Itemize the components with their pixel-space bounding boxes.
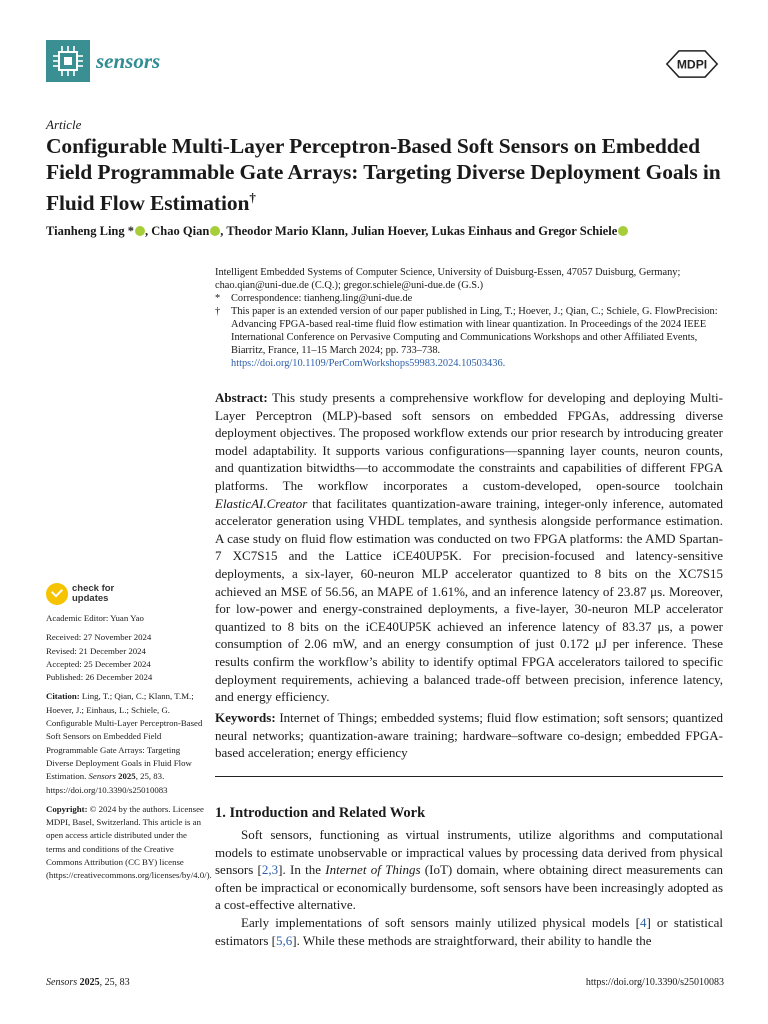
text-run: (IoT) domain, where obtaining direct measurements can often be impractical or economically burdensome, soft sensors have been increasingly adopted as a cost-effective alternative.: [215, 862, 724, 913]
published-date: Published: 26 December 2024: [46, 672, 153, 683]
author-name[interactable]: Tianheng Ling: [46, 224, 125, 238]
text-run: ]. In the: [278, 862, 326, 878]
abstract-text-1: This study presents a comprehensive workflow for developing and deploying Multi-Layer Perceptron (MLP)-based soft sensors on embedded FPGAs, addressing diverse deployment objectives. The proposed workflow extends our prior research by introducing greater model adaptability. It supports various configurations—spanning layer counts, neuron counts, and quantization bitwidths—to accommodate the constraints and capabilities of different FPGA platforms. The workflow incorporates a custom-developed, open-source toolchain: [215, 390, 723, 493]
author-separator: ,: [425, 224, 432, 238]
extended-version-note: [215, 305, 725, 370]
text-run: Early implementations of soft sensors mainly utilized physical models [: [241, 914, 640, 930]
abstract: [215, 389, 723, 706]
keywords-label: Keywords:: [215, 710, 276, 725]
check-line-2: updates: [72, 593, 109, 604]
affiliation-block: [215, 266, 725, 370]
orcid-icon[interactable]: [135, 226, 145, 236]
section-divider: [215, 776, 723, 777]
citation-year: 2025: [115, 771, 136, 782]
citation-journal: Sensors: [88, 771, 116, 782]
abstract-label: Abstract:: [215, 390, 268, 405]
correspondence-text: Correspondence: tianheng.ling@uni-due.de: [231, 293, 413, 304]
author-separator: and: [511, 224, 539, 238]
citation-label: Citation:: [46, 691, 80, 702]
author-name[interactable]: Lukas Einhaus: [431, 224, 512, 238]
copyright-label: Copyright:: [46, 803, 88, 814]
paragraph: [215, 826, 723, 914]
title-text: Configurable Multi-Layer Perceptron-Based Soft Sensors on Embedded Field Programmable Gate Arrays: Targeting Diverse Deployment Goals in Fluid Flow Estimation: [46, 134, 721, 216]
checkmark-icon: [46, 583, 68, 605]
article-title: [46, 133, 736, 216]
affiliation-emails: chao.qian@uni-due.de (C.Q.); gregor.schiele@uni-due.de (G.S.): [215, 280, 484, 291]
section-heading: 1. Introduction and Related Work: [215, 805, 426, 821]
citation-link[interactable]: 2,3: [261, 862, 279, 878]
journal-name[interactable]: sensors: [96, 49, 161, 73]
received-date: Received: 27 November 2024: [46, 632, 152, 643]
footer-year: 2025: [77, 977, 100, 988]
author-separator: ,: [220, 224, 227, 238]
text-run: ] or statistical estimators [: [215, 914, 723, 948]
author-list: [46, 224, 628, 239]
affiliation-line: Intelligent Embedded Systems of Computer Science, University of Duisburg-Essen, 47057 Duisburg, Germany;: [215, 267, 681, 278]
footer-journal: Sensors: [46, 977, 78, 988]
correspondence-note: [215, 292, 725, 305]
text-run: Soft sensors, functioning as virtual instruments, utilize algorithms and computational models to estimate unobservable or impractical values by processing data derived from physical sensors [: [215, 827, 723, 878]
citation: [46, 690, 206, 796]
citation-text: Ling, T.; Qian, C.; Klann, T.M.; Hoever, J.; Einhaus, L.; Schiele, G. Configurable Multi-Layer Perceptron-Based Soft Sensors on Embedded Field Programmable Gate Arrays: Targeting Diverse Deployment Goals in Fluid Flow Estimation.: [46, 691, 203, 782]
citation-link[interactable]: 4: [639, 914, 647, 930]
copyright-text: © 2024 by the authors. Licensee MDPI, Basel, Switzerland. This article is an open access article distributed under the terms and conditions of the Creative Commons Attribution (CC BY) license (https://creativecommons.org/licenses/by/4.0/).: [46, 803, 212, 881]
author-separator: ,: [145, 224, 152, 238]
check-line-1: check for: [72, 583, 115, 594]
citation-link[interactable]: 5,6: [276, 932, 293, 948]
keywords-text: Internet of Things; embedded systems; fluid flow estimation; soft sensors; quantized neural networks; quantization-aware training; hardware–software co-design; embedded FPGA-based acceleration; energy efficiency: [215, 710, 723, 761]
citation-doi: , 25, 83. https://doi.org/10.3390/s25010083: [46, 771, 168, 795]
check-for-updates-label: [72, 584, 114, 604]
author-name[interactable]: Julian Hoever: [351, 224, 426, 238]
publisher-name: MDPI: [676, 57, 708, 72]
publisher-logo[interactable]: [664, 50, 720, 78]
check-for-updates-button[interactable]: [46, 583, 166, 607]
chip-icon: [46, 40, 90, 82]
keywords: [215, 709, 723, 762]
italic-term: Internet of Things: [325, 862, 421, 878]
academic-editor: Academic Editor: Yuan Yao: [46, 613, 144, 623]
accepted-date: Accepted: 25 December 2024: [46, 658, 151, 669]
text-run: ]. While these methods are straightforward, their ability to handle the: [292, 932, 652, 948]
article-info-sidebar: [46, 612, 212, 883]
orcid-icon[interactable]: [210, 226, 220, 236]
corresponding-author-mark: *: [124, 224, 135, 238]
footer-doi[interactable]: https://doi.org/10.3390/s25010083: [585, 977, 724, 988]
abstract-text-2: that facilitates quantization-aware training, integer-only inference, automated accelerator generation using VHDL templates, and synthesis alongside performance estimation. A case study on fluid flow estimation was conducted on two FPGA platforms: the AMD Spartan-7 XC7S15 and the Lattice iCE40UP5K. For precision-focused and latency-sensitive deployments, a six-layer, 60-neuron MLP accelerator quantized to 8 bits on the XC7S15 achieved an MSE of 56.56, an MAPE of 1.61%, and an inference latency of 23.87 μs. Moreover, for low-power and energy-constrained deployments, a five-layer, 30-neuron MLP accelerator quantized to 8 bits on the iCE40UP5K achieved an inference latency of 83.37 μs, a power consumption of 2.06 mW, and an energy consumption of just 0.172 μJ per inference. These results confirm the workflow’s ability to identify optimal FPGA accelerators tailored to specific deployment requirements, achieving a balanced trade-off between precision, inference latency, and energy efficiency.: [215, 495, 723, 705]
correspondence-mark: *: [215, 293, 221, 304]
journal-logo: [46, 40, 90, 82]
extended-version-text: This paper is an extended version of our paper published in Ling, T.; Hoever, J.; Qian, C.; Schiele, G. FlowPrecision: Advancing FPGA-based real-time fluid flow estimation with linear quantization. In Proceedings of the 2024 IEEE International Conference on Pervasive Computing and Communications Workshops and other Affiliated Events, Biarritz, France, 11–15 March 2024; pp. 733–738.: [231, 306, 718, 356]
orcid-icon[interactable]: [618, 226, 628, 236]
footer-volume: , 25, 83: [99, 977, 130, 988]
copyright: [46, 803, 212, 883]
intro-text: [215, 826, 723, 949]
extended-version-link[interactable]: https://doi.org/10.1109/PerComWorkshops59983.2024.10503436.: [231, 358, 506, 369]
paragraph: [215, 914, 723, 949]
author-separator: ,: [344, 224, 352, 238]
title-footnote-mark: †: [249, 190, 256, 205]
article-type: Article: [46, 117, 82, 132]
revised-date: Revised: 21 December 2024: [46, 645, 146, 656]
footer-citation: [46, 977, 130, 988]
author-name[interactable]: Chao Qian: [151, 224, 210, 238]
dagger-mark: †: [215, 306, 221, 317]
tool-name: ElasticAI.Creator: [215, 495, 308, 511]
author-name[interactable]: Gregor Schiele: [538, 224, 618, 238]
author-name[interactable]: Theodor Mario Klann: [226, 224, 345, 238]
